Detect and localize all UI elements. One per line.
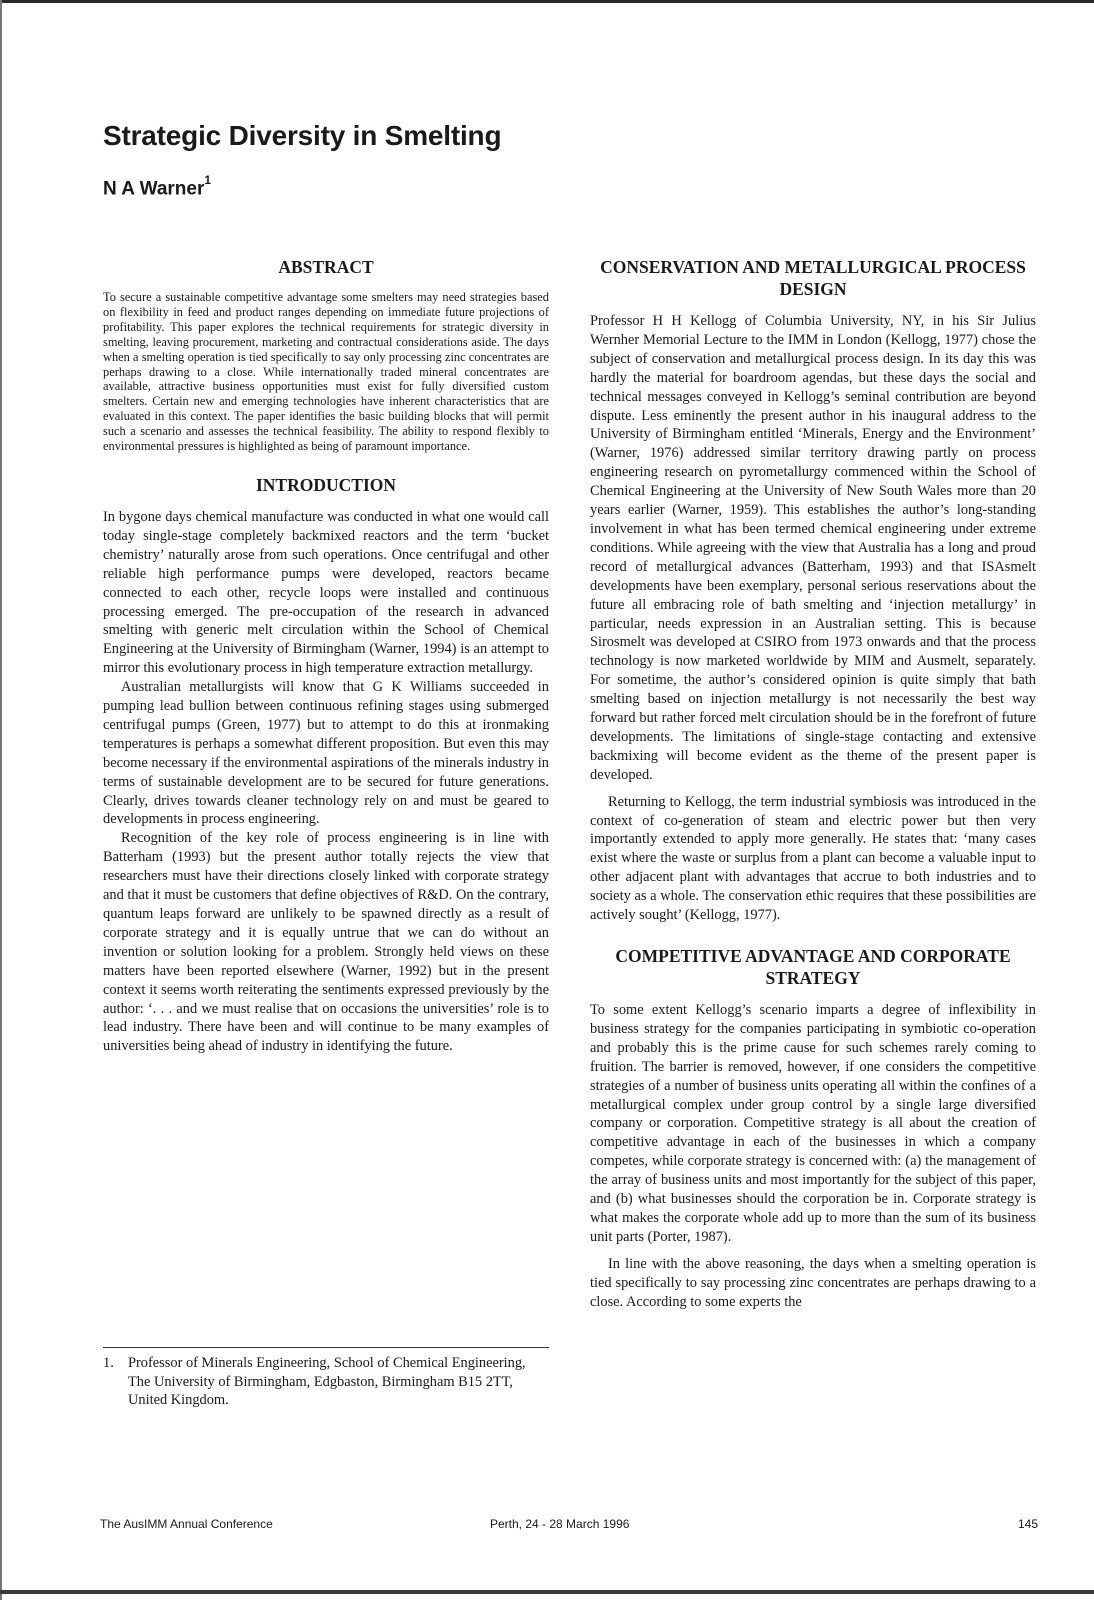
right-column [590,256,1036,1312]
scan-edge-top [0,0,1094,3]
scan-edge-bottom [0,1590,1094,1594]
footnote [103,1354,549,1410]
conservation-paragraph: Returning to Kellogg, the term industrial symbiosis was introduced in the context of co-generation of steam and electric power but then very importantly extended to apply more generally. He states that: ‘many cases exist where the waste or surplus from a plant can become a valuable input to other adjacent plant with advantages that accrue to both industries and to society as a whole. The conservation ethic requires that these possibilities are actively sought’ (Kellogg, 1977). [590,793,1036,924]
introduction-paragraph: In bygone days chemical manufacture was conducted in what one would call today single-stage completely backmixed reactors and the term ‘bucket chemistry’ naturally arose from such operations. Once centrifugal and other reliable high performance pumps were developed, reactors became connected to each other, recycle loops were installed and continuous processing emerged. The pre-occupation of the research in advanced smelting with generic melt circulation within the School of Chemical Engineering at the University of Birmingham (Warner, 1994) is an attempt to mirror this evolutionary process in high temperature extraction metallurgy. [103,508,549,677]
competitive-heading: COMPETITIVE ADVANTAGE AND CORPORATE STRATEGY [615,946,1011,988]
conservation-heading: CONSERVATION AND METALLURGICAL PROCESS DESIGN [600,257,1026,299]
introduction-paragraph: Recognition of the key role of process engineering is in line with Batterham (1993) but the present author totally rejects the view that researchers must have their directions closely linked with corporate strategy and that it must be customers that define objectives of R&D. On the contrary, quantum leaps forward are unlikely to be spawned directly as a result of corporate strategy and it is equally untrue that we can do without an invention or solution looking for a problem. Strongly held views on these matters have been reported elsewhere (Warner, 1992) but in the present context it seems worth reiterating the sentiments expressed previously by the author: ‘. . . and we must realise that on occasions the universities’ role is to lead industry. There have been and will continue to be many examples of universities being ahead of industry in identifying the future. [103,830,549,1055]
left-column [103,256,549,1056]
author-footnote-mark: 1 [204,173,212,187]
competitive-paragraph: In line with the above reasoning, the days when a smelting operation is tied specifically to say processing zinc concentrates are perhaps drawing to a close. According to some experts the [590,1255,1036,1310]
footnote-rule [103,1347,549,1348]
competitive-paragraph: To some extent Kellogg’s scenario imparts a degree of inflexibility in business strategy for the companies participating in symbiotic co-operation and probably this is the prime cause for such schemes rarely coming to fruition. The barrier is removed, however, if one considers the competitive strategies of a number of business units operating all within the confines of a metallurgical complex under group control by a single large diversified company or corporation. Competitive strategy is all about the creation of competitive advantage in each of the businesses in which a company competes, while corporate strategy is concerned with: (a) the management of the array of business units and most importantly for the subject of this paper, and (b) what businesses should the corporation be in. Corporate strategy is what makes the corporate whole add up to more than the sum of its business unit parts (Porter, 1987). [590,1002,1036,1245]
footnote-number: 1. [103,1355,114,1371]
footnote-text: Professor of Minerals Engineering, School of Chemical Engineering, The University of Birmingham, Edgbaston, Birmingham B15 2TT, United Kingdom. [128,1355,526,1408]
author-line [103,173,212,200]
footer-location-date: Perth, 24 - 28 March 1996 [490,1517,630,1531]
paper-title: Strategic Diversity in Smelting [103,120,502,151]
page-number: 145 [1017,1517,1038,1531]
introduction-paragraph: Australian metallurgists will know that G K Williams succeeded in pumping lead bullion between continuous refining stages using submerged centrifugal pumps (Green, 1977) but to attempt to do this at ironmaking temperatures is perhaps a somewhat different proposition. But even this may become necessary if the environmental aspirations of the minerals industry in terms of sustainable development are to be secured for future generations. Clearly, drives towards cleaner technology rely on and must be geared to developments in process engineering. [103,679,549,828]
scan-edge-left [0,0,2,1600]
abstract-text: To secure a sustainable competitive advantage some smelters may need strategies based on flexibility in feed and product ranges depending on immediate future projections of profitability. This paper explores the technical requirements for strategic diversity in smelting, leaving procurement, marketing and contractual considerations aside. The days when a smelting operation is tied specifically to say only processing zinc concentrates are perhaps drawing to a close. While internationally traded mineral concentrates are available, attractive business opportunities must exist for fully diversified custom smelters. Certain new and emerging technologies have inherent characteristics that are evaluated in this context. The paper identifies the basic building blocks that will permit such a scenario and assesses the technical feasibility. The ability to respond flexibly to environmental pressures is highlighted as being of paramount importance. [103,290,549,454]
footer-conference: The AusIMM Annual Conference [100,1517,273,1531]
introduction-heading: INTRODUCTION [255,474,397,495]
page-footer [100,1517,1038,1533]
abstract-heading: ABSTRACT [278,257,374,277]
conservation-paragraph: Professor H H Kellogg of Columbia University, NY, in his Sir Julius Wernher Memorial Lecture to the IMM in London (Kellogg, 1977) chose the subject of conservation and metallurgical process design. In its day this was hardly the material for boardroom agendas, but these days the social and technical messages conveyed in Kellogg’s seminal contribution are beyond dispute. Less eminently the present author in his inaugural address to the University of Birmingham entitled ‘Minerals, Energy and the Environment’ (Warner, 1976) addressed similar territory drawing partly on process engineering research on pyrometallurgy commenced within the School of Chemical Engineering at the University of New South Wales more than 20 years earlier (Warner, 1959). This establishes the author’s long-standing involvement in what has been termed chemical engineering under extreme conditions. While agreeing with the view that Australia has a long and proud record of metallurgical advances (Batterham, 1993) and that ISAsmelt developments have been exemplary, personal serious reservations about the future all embracing role of bath smelting and ‘injection metallurgy’ in particular, needs expression in an Australian setting. This is because Sirosmelt was developed at CSIRO from 1973 onwards and that the process technology is now marketed worldwide by MIM and Ausmelt, separately. For sometime, the author’s considered opinion is quite simply that bath smelting based on injection metallurgy is not necessarily the best way forward but rather forced melt circulation should be in the forefront of future developments. The limitations of single-stage contacting and extensive backmixing will become evident as the theme of the present paper is developed. [590,313,1036,783]
author-name: N A Warner [103,178,205,200]
